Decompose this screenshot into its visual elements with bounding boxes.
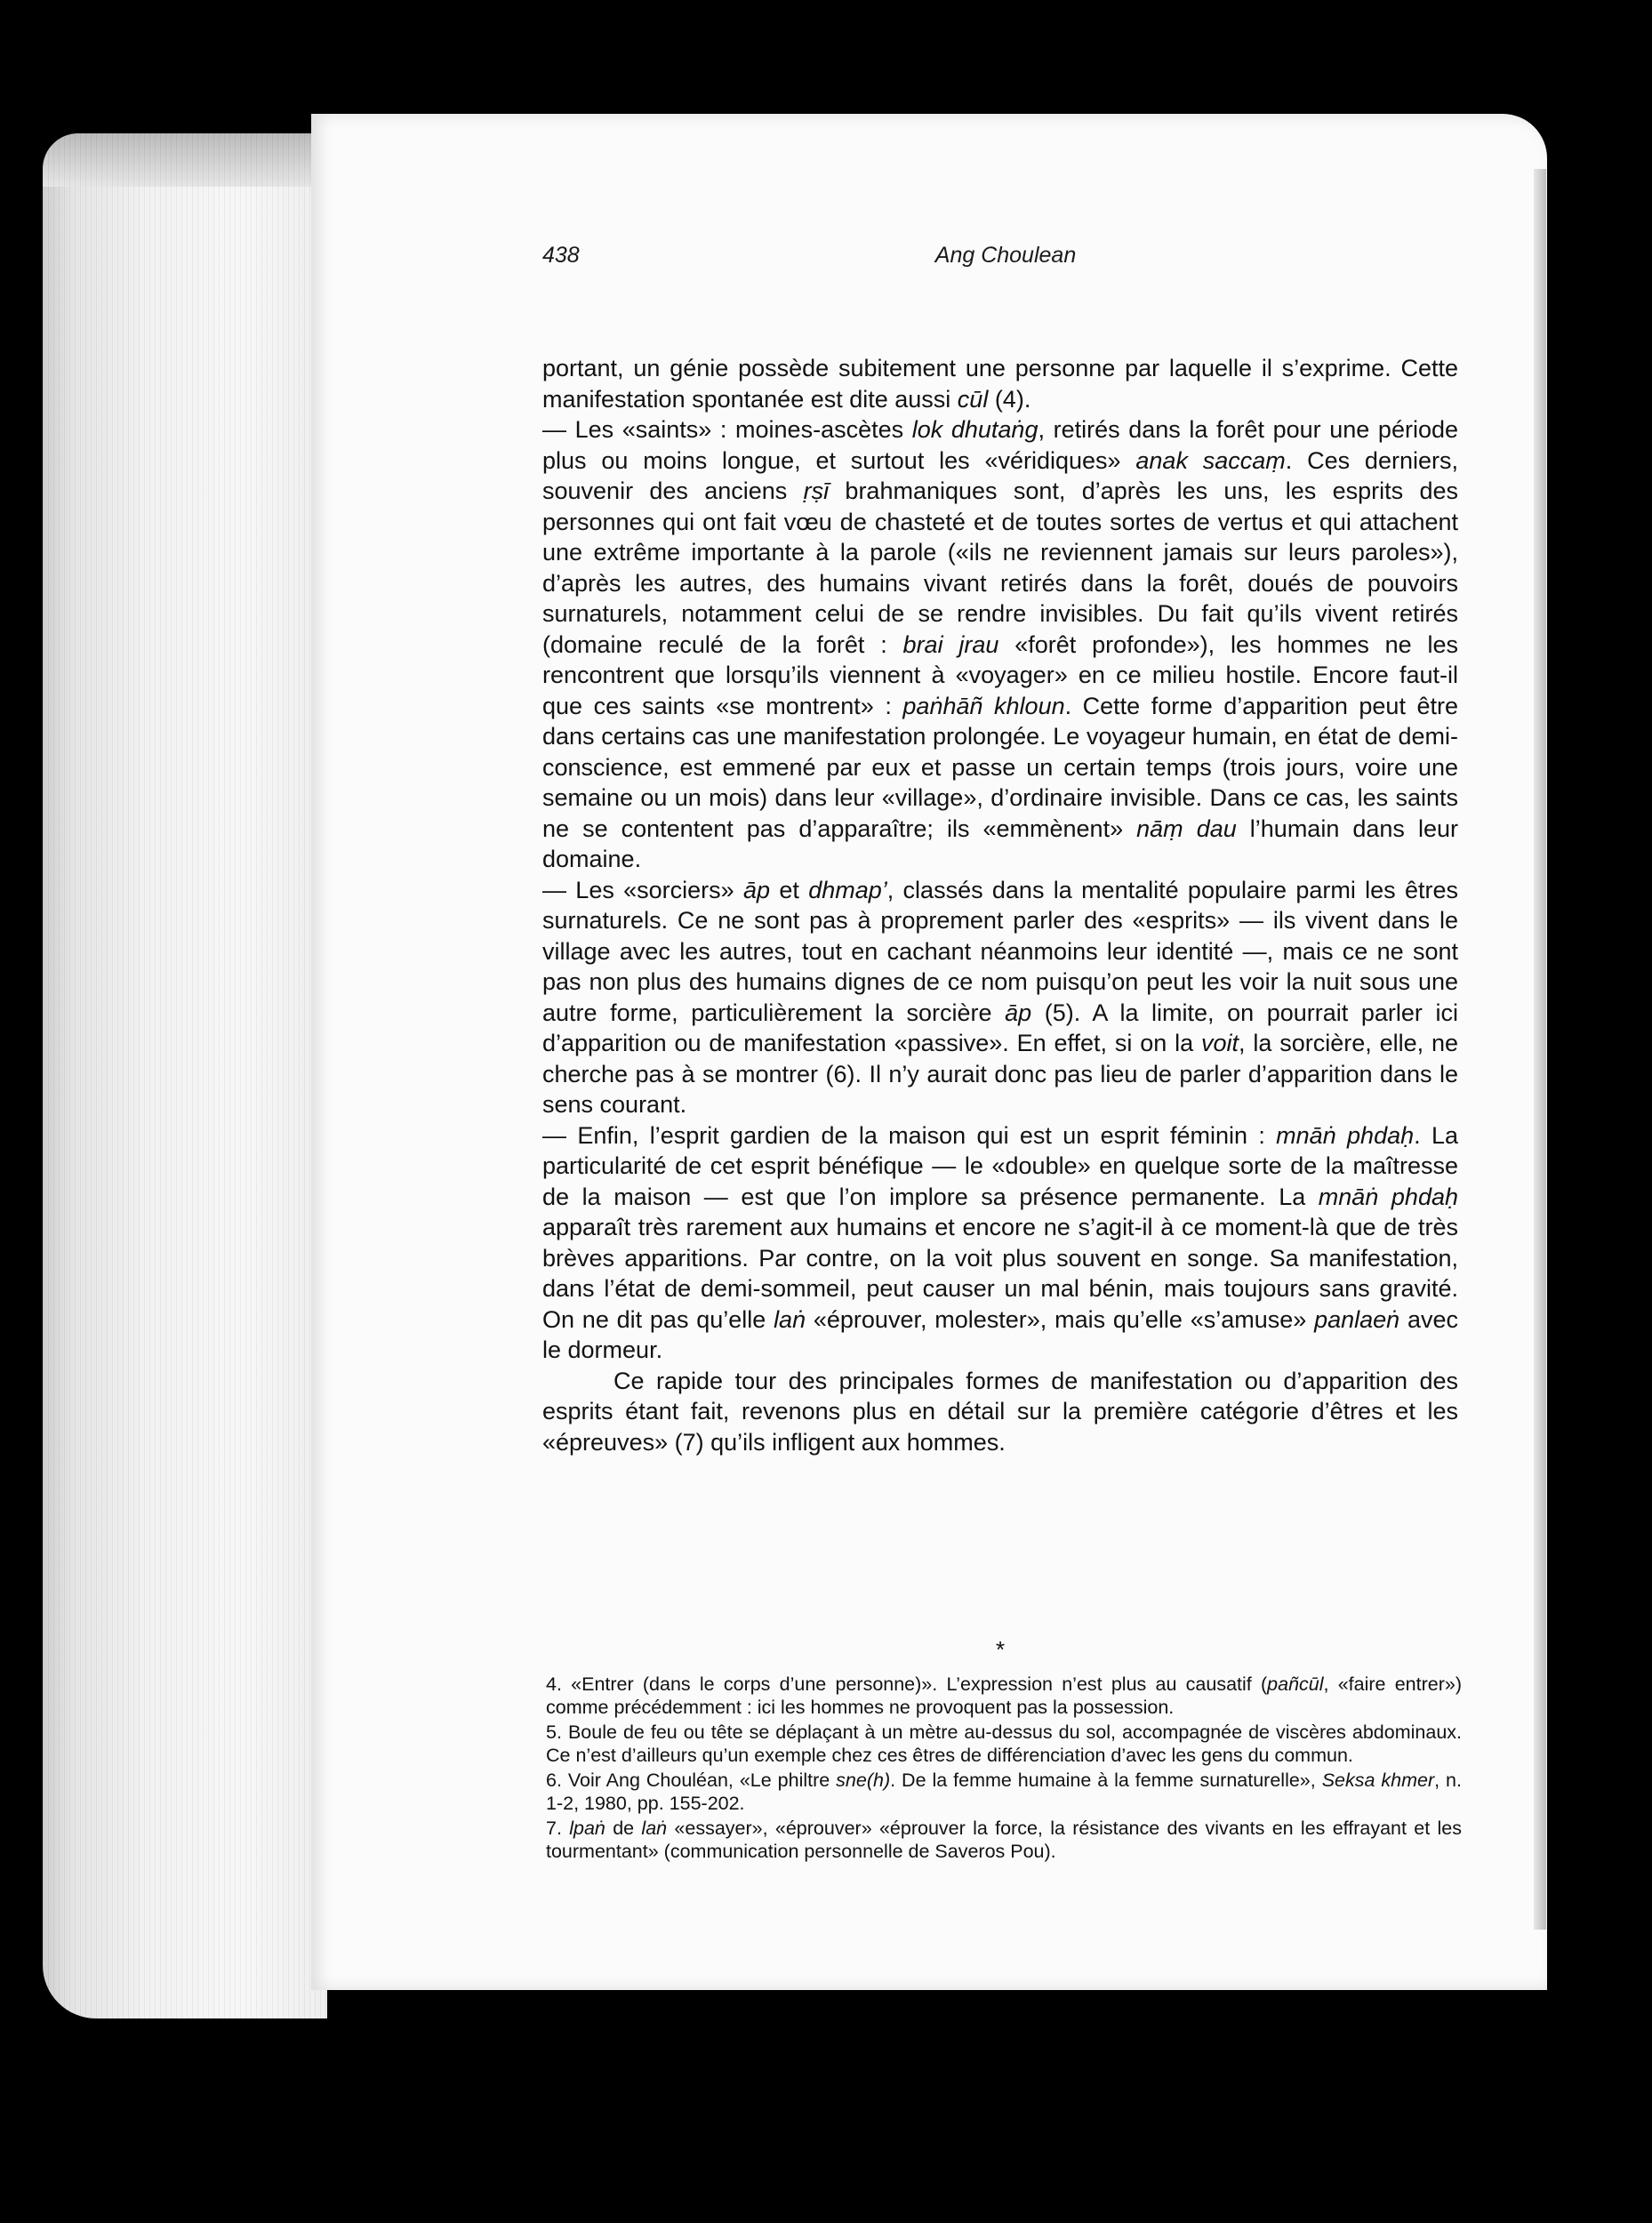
text-run: , n. 1-2, 1980, pp. 155-202. [546,1770,1462,1814]
text-run: , classés dans la mentalité populaire parmi les êtres surnaturels. Ce ne sont pas à proprement parler des «esprits» — ils vivent dans le village avec les autres, tout en cachant néanmoins leur identité —, mais ce ne sont pas non plus des humains dignes de ce nom puisqu’on peut les voir la nuit sous une autre forme, particulièrement la sorcière [542,876,1458,1026]
text-run: (4). [988,385,1031,413]
footnote-7 [546,1818,1462,1863]
italic-term: cūl [957,385,989,413]
paragraph-conclusion [542,1366,1458,1458]
section-separator: * [995,1636,1006,1663]
footnote-4 [546,1673,1462,1719]
text-run: . De la femme humaine à la femme surnaturelle», [890,1770,1322,1791]
paragraph-saints [542,414,1458,875]
page-edge-lines [43,133,327,2018]
italic-term: paṅhāñ khloun [902,692,1065,719]
text-run: de [605,1818,642,1839]
text-run: Ce rapide tour des principales formes de manifestation ou d’apparition des esprits étant fait, revenons plus en détail sur la première catégorie d’êtres et les «épreuves» (7) qu’ils infligent aux hommes. [542,1367,1458,1456]
italic-term: brai jrau [902,630,999,658]
italic-term: anak saccaṃ [1135,446,1286,474]
text-run: «essayer», «éprouver» «éprouver la force, la résistance des vivants en les effrayant et les tourmentant» (communication personnelle de Saveros Pou). [546,1818,1462,1862]
text-run: «éprouver, molester», mais qu’elle «s’amuse» [806,1305,1315,1333]
text-run: apparaît très rarement aux humains et encore ne s’agit-il à ce moment-là que de très brèves apparitions. Par contre, on la voit plus souvent en songe. Sa manifestation, dans l’état de demi-sommeil, peut causer un mal bénin, mais toujours sans gravité. On ne dit pas qu’elle [542,1214,1458,1333]
text-run: , «faire entrer») comme précédemment : ici les hommes ne provoquent pas la possession. [546,1673,1463,1718]
italic-term: laṅ [641,1818,668,1839]
footnote-6 [546,1770,1462,1815]
italic-term: lok dhutaṅg [911,416,1039,443]
italic-term: lpaṅ [569,1818,605,1839]
text-run: et [770,876,809,903]
text-run: . Cette forme d’apparition peut être dans certains cas une manifestation prolongée. Le voyageur humain, en état de demi-conscience, est emmené par eux et passe un certain temps (trois jours, voire une semaine ou un mois) dans leur «village», d’ordinaire invisible. Dans ce cas, les saints ne se contentent pas d’apparaître; ils «emmènent» [542,692,1458,842]
paragraph-esprit-gardien [542,1120,1458,1366]
page-stack-edges [43,133,327,2018]
footnotes [546,1673,1462,1866]
text-run: , retirés dans la forêt pour une période plus ou moins longue, et surtout les «véridiques» [542,416,1458,474]
italic-term: sne(h) [836,1770,891,1791]
italic-term: Seksa khmer [1321,1770,1435,1791]
text-run: l’humain dans leur domaine. [542,815,1458,872]
text-run: 4. «Entrer (dans le corps d’une personne)». L’expression n’est plus au causatif ( [546,1673,1268,1695]
text-run: , la sorcière, elle, ne cherche pas à se montrer (6). Il n’y aurait donc pas lieu de parler d’apparition dans le sens courant. [542,1030,1458,1118]
text-run: portant, un génie possède subitement une personne par laquelle il s’exprime. Cette manifestation spontanée est dite aussi [542,355,1458,413]
text-run: brahmaniques sont, d’après les uns, les esprits des personnes qui ont fait vœu de chasteté et de toutes sortes de vertus et qui attachent une extrême importante à la parole («ils ne reviennent jamais sur leurs paroles»), d’après les autres, des humains vivant retirés dans la forêt, doués de pouvoirs surnaturels, notamment celui de se rendre invisibles. Du fait qu’ils vivent retirés (domaine reculé de la forêt : [542,478,1458,658]
text-run: — Enfin, l’esprit gardien de la maison qui est un esprit féminin : [542,1121,1277,1149]
text-run: . Ces derniers, souvenir des anciens [542,446,1458,504]
paragraph-sorciers [542,875,1458,1120]
italic-term: dhmap’ [808,876,887,903]
page-number: 438 [542,243,580,268]
page-header [542,243,1469,275]
text-run: 7. [546,1818,570,1839]
text-run: (5). A la limite, on pourrait parler ici d’apparition ou de manifestation «passive». En effet, si on la [542,999,1459,1056]
page-right-edge [1534,169,1546,1930]
text-run: avec le dormeur. [542,1305,1458,1363]
text-run: «forêt profonde»), les hommes ne les rencontrent que lorsqu’ils viennent à «voyager» en ce milieu hostile. Encore faut-il que ces saints «se montrent» : [542,630,1459,719]
italic-term: pañcūl [1267,1673,1324,1695]
text-run: — Les «sorciers» [542,876,743,903]
italic-term: panlaeṅ [1314,1305,1400,1333]
footnote-5 [546,1721,1462,1767]
italic-term: āp [743,876,771,903]
italic-term: voit [1200,1030,1239,1056]
running-head: Ang Choulean [934,243,1077,268]
body-text [542,353,1458,1457]
italic-term: mnāṅ phdaḥ [1318,1183,1458,1210]
italic-term: nāṃ dau [1136,815,1237,842]
text-run: 5. Boule de feu ou tête se déplaçant à un mètre au-dessus du sol, accompagnée de viscères abdominaux. Ce n’est d’ailleurs qu’un exemple chez ces êtres de différenciation d’avec les gens du commun. [546,1721,1462,1766]
text-run: — Les «saints» : moines-ascètes [542,416,912,443]
italic-term: ṛṣī [803,478,830,504]
italic-term: laṅ [774,1305,806,1333]
paragraph-1 [542,353,1458,414]
text-run: . La particularité de cet esprit bénéfique — le «double» en quelque sorte de la maîtresse de la maison — est que l’on implore sa présence permanente. La [542,1121,1458,1210]
text-run: 6. Voir Ang Chouléan, «Le philtre [546,1770,837,1791]
italic-term: mnāṅ phdaḥ [1276,1121,1415,1149]
italic-term: āp [1005,999,1032,1026]
